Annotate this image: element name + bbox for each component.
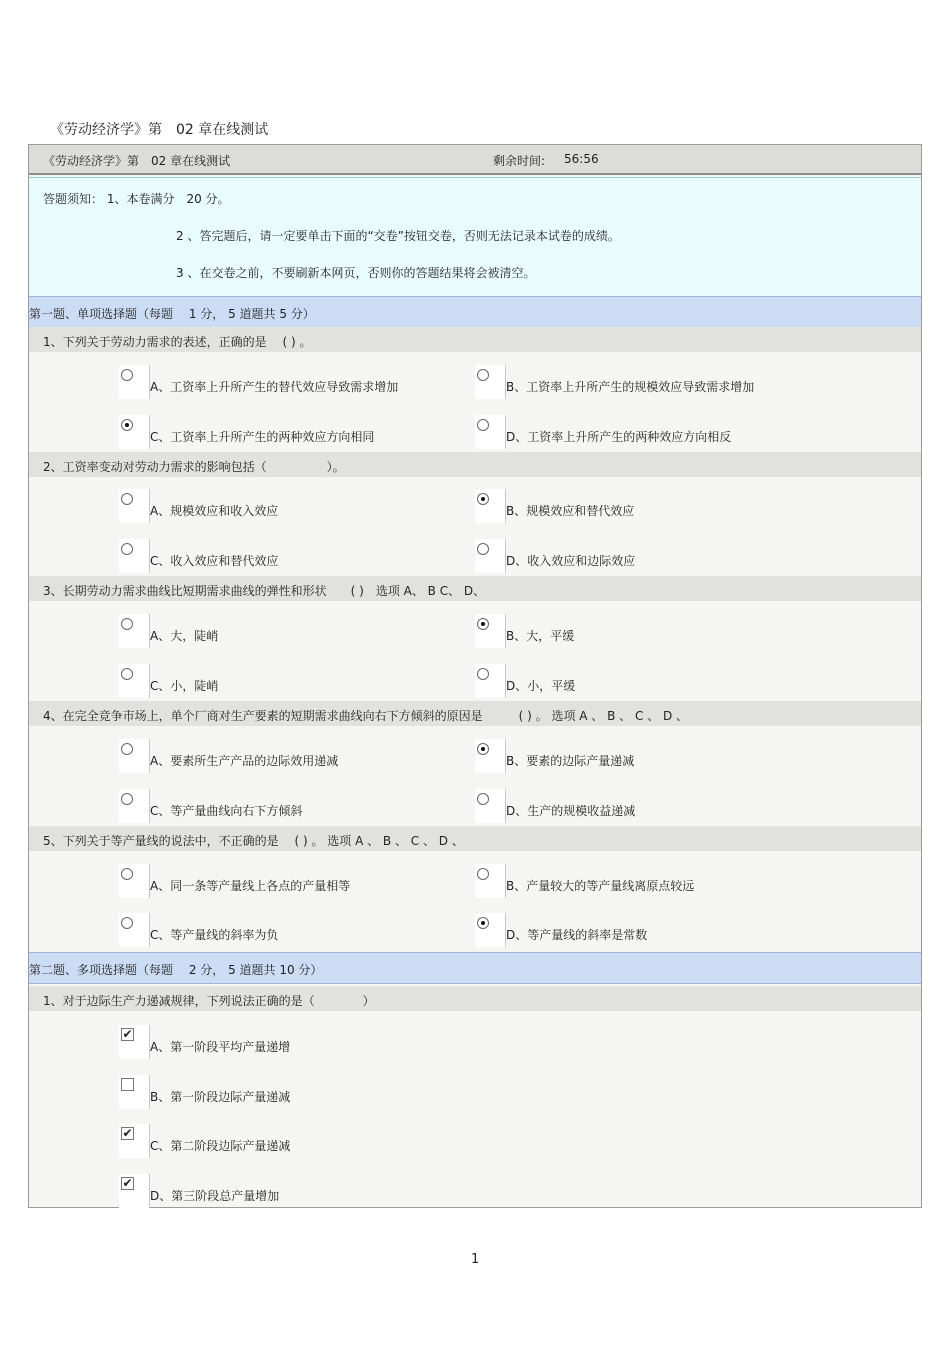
question-text: 1、对于边际生产力递减规律，下列说法正确的是（ ） [43, 994, 375, 1008]
question-text: 5、下列关于等产量线的说法中，不正确的是 ( ) 。 选项 A 、 B 、 C 、 D 、 [43, 834, 464, 848]
notice-line-3: 3 、在交卷之前，不要刷新本网页，否则你的答题结果将会被清空。 [176, 266, 536, 280]
checkbox-checked[interactable]: ✔ [122, 1176, 133, 1190]
radio-button[interactable] [477, 668, 489, 680]
radio-button-selected[interactable] [121, 419, 133, 431]
question-text: 4、在完全竞争市场上，单个厂商对生产要素的短期需求曲线向右下方倾斜的原因是 ( ) 。 选项 A 、 B 、 C 、 D 、 [43, 709, 689, 723]
radio-button[interactable] [121, 618, 133, 630]
document-title: 《劳动经济学》第 02 章在线测试 [50, 122, 269, 138]
option-label: B、规模效应和替代效应 [506, 504, 635, 518]
option-label: D、工资率上升所产生的两种效应方向相反 [506, 430, 732, 444]
exam-notice [29, 177, 921, 297]
radio-button[interactable] [121, 917, 133, 929]
radio-button[interactable] [121, 743, 133, 755]
question-text: 3、长期劳动力需求曲线比短期需求曲线的弹性和形状 ( ) 选项 A、 B C、 D、 [43, 584, 486, 598]
option-label: C、收入效应和替代效应 [150, 554, 279, 568]
radio-button[interactable] [121, 369, 133, 381]
option-label: A、大，陡峭 [150, 629, 219, 643]
option-label: D、生产的规模收益递减 [506, 804, 636, 818]
option-label: A、规模效应和收入效应 [150, 504, 279, 518]
option-label: D、等产量线的斜率是常数 [506, 928, 648, 942]
checkbox-checked[interactable]: ✔ [122, 1126, 133, 1140]
radio-button[interactable] [121, 668, 133, 680]
quiz-title: 《劳动经济学》第 02 章在线测试 [43, 154, 231, 168]
radio-button-selected[interactable] [477, 743, 489, 755]
radio-button-selected[interactable] [477, 618, 489, 630]
section-single-choice [29, 296, 921, 328]
radio-button[interactable] [477, 543, 489, 555]
page-number: 1 [471, 1252, 480, 1267]
checkbox[interactable] [121, 1078, 134, 1091]
option-label: D、第三阶段总产量增加 [150, 1189, 280, 1203]
question-1 [29, 986, 921, 1011]
option-label: B、大，平缓 [506, 629, 575, 643]
option-label: B、工资率上升所产生的规模效应导致需求增加 [506, 380, 755, 394]
option-label: A、第一阶段平均产量递增 [150, 1040, 291, 1054]
radio-button[interactable] [477, 419, 489, 431]
option-label: D、小，平缓 [506, 679, 576, 693]
question-4 [29, 701, 921, 726]
question-1 [29, 327, 921, 352]
radio-button[interactable] [477, 868, 489, 880]
option-label: B、第一阶段边际产量递减 [150, 1090, 291, 1104]
option-label: C、工资率上升所产生的两种效应方向相同 [150, 430, 375, 444]
section-multiple-choice [29, 952, 921, 984]
question-2 [29, 452, 921, 477]
option-label: C、等产量曲线向右下方倾斜 [150, 804, 303, 818]
timer-label: 剩余时间: [493, 154, 546, 168]
option-label: B、要素的边际产量递减 [506, 754, 635, 768]
section-title: 第一题、单项选择题（每题 1 分， 5 道题共 5 分） [29, 307, 315, 321]
radio-button[interactable] [121, 493, 133, 505]
timer-value: 56:56 [564, 152, 599, 166]
notice-line-2: 2 、答完题后，请一定要单击下面的“交卷”按钮交卷，否则无法记录本试卷的成绩。 [176, 229, 620, 243]
option-label: C、第二阶段边际产量递减 [150, 1139, 291, 1153]
option-label: A、工资率上升所产生的替代效应导致需求增加 [150, 380, 399, 394]
option-label: C、小，陡峭 [150, 679, 219, 693]
radio-button[interactable] [121, 543, 133, 555]
option-label: C、等产量线的斜率为负 [150, 928, 279, 942]
question-3 [29, 576, 921, 601]
notice-line-1: 答题须知： 1、本卷满分 20 分。 [43, 192, 230, 206]
section-title: 第二题、多项选择题（每题 2 分， 5 道题共 10 分） [29, 963, 323, 977]
radio-button-selected[interactable] [477, 917, 489, 929]
question-5 [29, 826, 921, 851]
question-text: 1、下列关于劳动力需求的表述，正确的是 ( ) 。 [43, 335, 312, 349]
radio-button[interactable] [121, 868, 133, 880]
option-label: A、同一条等产量线上各点的产量相等 [150, 879, 351, 893]
checkbox-checked[interactable]: ✔ [122, 1027, 133, 1041]
option-label: A、要素所生产产品的边际效用递减 [150, 754, 339, 768]
option-label: B、产量较大的等产量线离原点较远 [506, 879, 695, 893]
radio-button[interactable] [121, 793, 133, 805]
question-text: 2、工资率变动对劳动力需求的影响包括（ ）。 [43, 460, 345, 474]
radio-button[interactable] [477, 369, 489, 381]
option-label: D、收入效应和边际效应 [506, 554, 636, 568]
quiz-header [29, 145, 921, 175]
radio-button-selected[interactable] [477, 493, 489, 505]
radio-button[interactable] [477, 793, 489, 805]
quiz-frame [28, 144, 922, 1208]
